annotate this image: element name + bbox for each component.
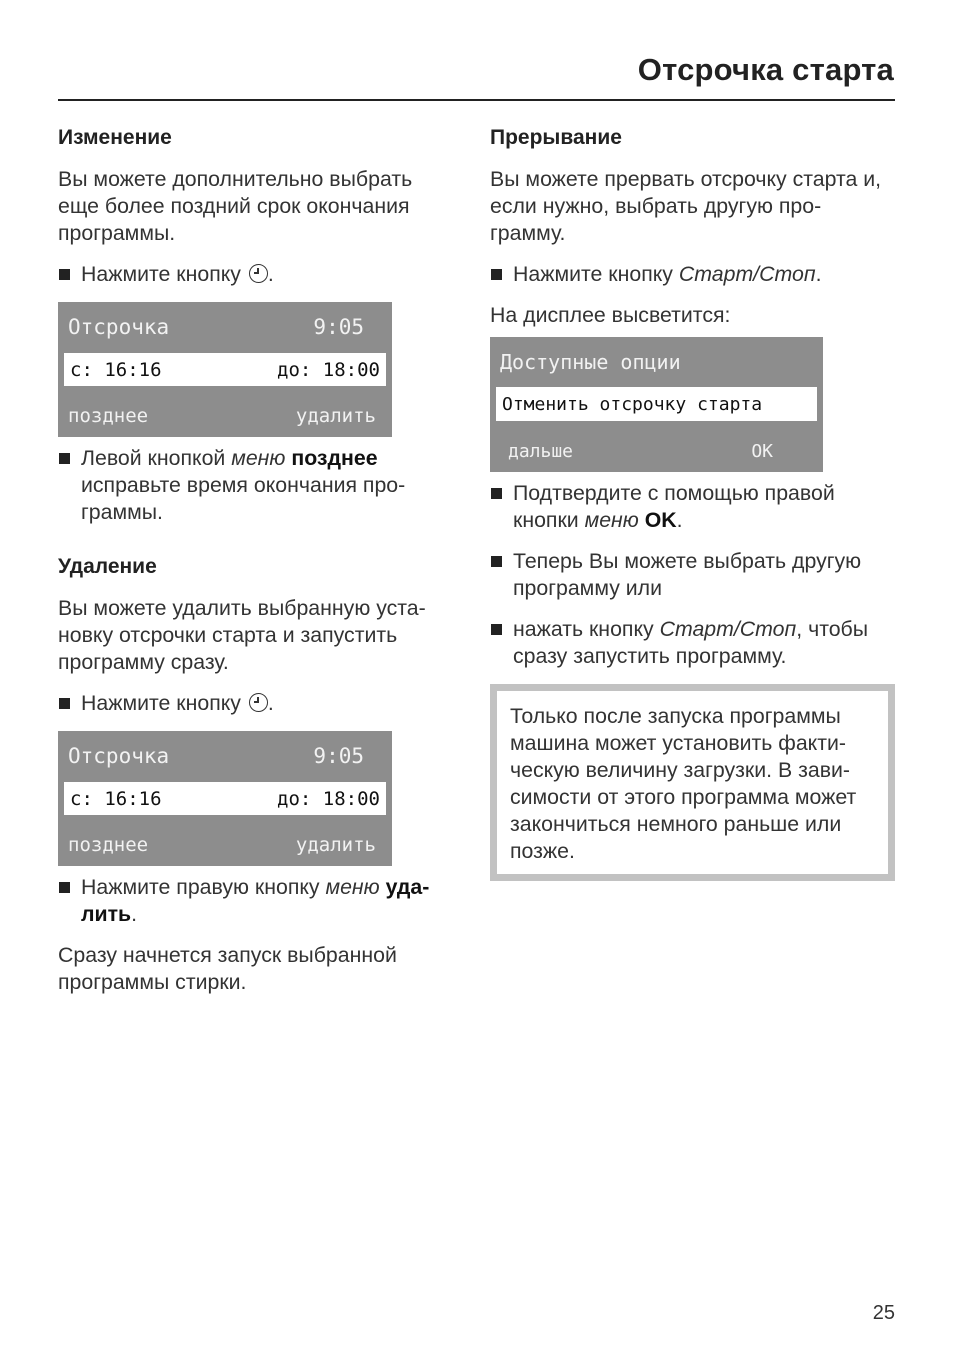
- bullet-square-icon: [491, 556, 502, 567]
- display-right-option: OK: [751, 440, 773, 462]
- change-bullet-later: [58, 445, 458, 526]
- display-options: [508, 438, 773, 464]
- interrupt-bullet1-text: Нажмите кнопку: [513, 262, 673, 286]
- display-to: до: 18:00: [277, 787, 380, 810]
- section-heading-delete: Удаление: [58, 555, 157, 578]
- bullet-square-icon: [491, 624, 502, 635]
- delete-bullet-press-button: [58, 690, 458, 717]
- display-selected-row: [496, 387, 817, 421]
- display-delay-delete: [58, 731, 392, 866]
- info-note-box: Только после запуска программы машина может установить факти-ческую величину загрузки. В зави-симости от этого программа может закончиться немного раньше или позже.: [490, 684, 895, 881]
- display-left-option: позднее: [68, 834, 149, 856]
- interrupt-bullet4-italic: Старт/Стоп: [659, 617, 797, 641]
- bullet-square-icon: [491, 269, 502, 280]
- display-header: [68, 741, 364, 771]
- interrupt-bullet2-text: Подтвердите с помощью правой кнопки: [513, 481, 835, 532]
- display-right-option: удалить: [295, 405, 376, 427]
- interrupt-bullet3-text: Теперь Вы можете выбрать другую программу или: [513, 549, 862, 600]
- display-header: [500, 347, 813, 377]
- display-from: с: 16:16: [70, 787, 162, 810]
- interrupt-bullet-confirm: [490, 480, 895, 534]
- display-left-option: дальше: [508, 440, 574, 462]
- page-number: 25: [872, 1302, 895, 1324]
- section-heading-interrupt: Прерывание: [490, 126, 622, 149]
- display-selected-option: Отменить отсрочку старта: [502, 393, 763, 415]
- interrupt-bullet2-end: .: [676, 508, 683, 532]
- display-title: Отсрочка: [68, 315, 170, 339]
- display-right-option: удалить: [295, 834, 376, 856]
- change-bullet2-text: Левой кнопкой: [81, 446, 226, 470]
- interrupt-intro: Вы можете прервать отсрочку старта и, если нужно, выбрать другую про-грамму.: [490, 167, 882, 245]
- delete-intro: Вы можете удалить выбранную уста-новку отсрочки старта и запустить программу сразу.: [58, 596, 426, 674]
- interrupt-bullet-press-start-stop: [490, 261, 895, 288]
- display-available-options: [490, 337, 823, 472]
- display-header: [68, 312, 364, 342]
- display-title: Отсрочка: [68, 744, 170, 768]
- change-bullet2-bold: позднее: [291, 446, 378, 470]
- display-left-option: позднее: [68, 405, 149, 427]
- interrupt-bullet4-text: нажать кнопку: [513, 617, 654, 641]
- section-heading-change: Изменение: [58, 126, 172, 149]
- interrupt-bullet1-end: .: [815, 262, 822, 286]
- bullet-square-icon: [59, 453, 70, 464]
- change-bullet-press-button: [58, 261, 458, 288]
- display-options: [68, 403, 376, 429]
- interrupt-bullet2-menu: меню: [584, 508, 639, 532]
- interrupt-bullet4-rest: , чтобы сразу запустить программу.: [513, 617, 869, 668]
- display-time: 9:05: [313, 744, 364, 768]
- interrupt-bullet-choose-program: [490, 548, 895, 602]
- display-from: с: 16:16: [70, 358, 162, 381]
- interrupt-bullet2-bold: OK: [644, 508, 677, 532]
- display-to: до: 18:00: [277, 358, 380, 381]
- interrupt-bullet1-italic: Старт/Стоп: [678, 262, 816, 286]
- delete-bullet2-bold: уда-лить: [81, 875, 430, 926]
- change-bullet1-text: Нажмите кнопку: [81, 262, 241, 286]
- change-bullet2-rest: исправьте время окончания про-граммы.: [81, 473, 406, 524]
- delete-bullet2-text: Нажмите правую кнопку: [81, 875, 320, 899]
- display-selected-row: [64, 353, 386, 386]
- page-title: Отсрочка старта: [637, 52, 894, 87]
- clock-icon: [249, 693, 268, 712]
- right-column: [490, 124, 895, 881]
- display-title: Доступные опции: [500, 350, 681, 374]
- bullet-square-icon: [59, 882, 70, 893]
- display-selected-row: [64, 782, 386, 815]
- bullet-square-icon: [491, 488, 502, 499]
- interrupt-bullet-start-now: [490, 616, 895, 670]
- delete-outro: Сразу начнется запуск выбранной программы стирки.: [58, 943, 397, 994]
- change-bullet2-menu: меню: [231, 446, 286, 470]
- delete-bullet1-end: .: [267, 691, 274, 715]
- delete-bullet2-menu: меню: [325, 875, 380, 899]
- display-options: [68, 832, 376, 858]
- left-column: [58, 124, 458, 996]
- display-time: 9:05: [313, 315, 364, 339]
- display-delay-change: [58, 302, 392, 437]
- display-intro: На дисплее высветится:: [490, 303, 731, 327]
- change-intro: Вы можете дополнительно выбрать еще более поздний срок окончания программы.: [58, 167, 413, 245]
- bullet-square-icon: [59, 269, 70, 280]
- change-bullet1-end: .: [267, 262, 274, 286]
- delete-bullet-confirm: [58, 874, 458, 928]
- delete-bullet2-end: .: [131, 902, 138, 926]
- bullet-square-icon: [59, 698, 70, 709]
- delete-bullet1-text: Нажмите кнопку: [81, 691, 241, 715]
- title-rule: [58, 99, 895, 101]
- clock-icon: [249, 264, 268, 283]
